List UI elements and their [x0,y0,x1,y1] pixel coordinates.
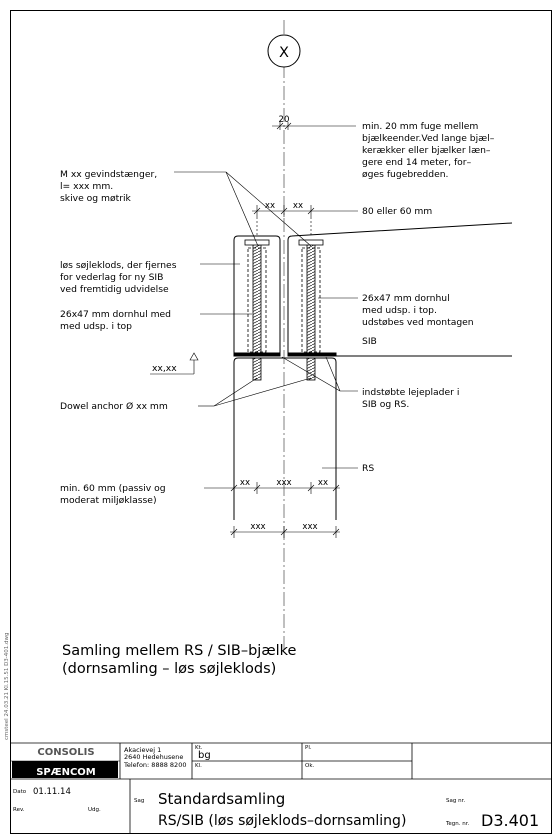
udg-label: Udg. [88,807,101,813]
dim-bottom-3: xx [317,478,329,488]
rs-column [234,358,336,520]
leader-threaded-rods [174,172,311,246]
svg-text:SIB og RS.: SIB og RS. [362,399,410,410]
dim-base-row [230,526,340,538]
date-label: Dato [13,789,27,795]
svg-text:med udsp. i top.: med udsp. i top. [362,305,437,316]
axis-label: X [279,45,289,61]
svg-text:2640 Hedehusene: 2640 Hedehusene [124,753,184,761]
sag-label: Sag [134,798,145,804]
note-hole-left [60,309,171,332]
svg-text:Telefon: 8888 8200: Telefon: 8888 8200 [124,761,187,769]
svg-text:gere end 14 meter, for–: gere end 14 meter, for– [362,157,472,168]
axis-marker [268,35,300,67]
svg-text:M xx gevindstænger,: M xx gevindstænger, [60,169,158,180]
kl-label: Kl. [195,763,202,769]
dim-joint-label: 20 [278,115,290,125]
label-rs: RS [362,463,375,474]
sag-nr-label: Sag nr. [446,798,466,804]
svg-text:ved fremtidig udvidelse: ved fremtidig udvidelse [60,284,169,295]
dowel-left [253,358,261,380]
dim-xx-right: xx [292,201,304,211]
kt-value: bg [198,750,211,761]
note-width: 80 eller 60 mm [362,206,433,217]
tegn-label: Tegn. nr. [446,821,470,827]
sag-value: Standardsamling [158,790,286,808]
svg-text:min. 60 mm (passiv og: min. 60 mm (passiv og [60,483,166,494]
dim-bottom-2: xxx [276,478,292,488]
tegn-value: D3.401 [481,811,540,830]
dim-bottom-1: xx [239,478,251,488]
date-value: 01.11.14 [33,787,71,797]
svg-text:øges fugebredden.: øges fugebredden. [362,169,449,180]
svg-text:moderat miljøklasse): moderat miljøklasse) [60,495,157,506]
svg-text:26x47 mm dornhul med: 26x47 mm dornhul med [60,309,172,320]
note-threaded-rods [60,169,157,204]
svg-text:Samling mellem RS / SIB–bjælke: Samling mellem RS / SIB–bjælke [62,643,297,659]
svg-text:skive og møtrik: skive og møtrik [60,193,131,204]
svg-text:indstøbte lejeplader i: indstøbte lejeplader i [362,387,460,398]
dim-base-1: xxx [250,522,266,532]
svg-text:l= xxx mm.: l= xxx mm. [60,181,114,192]
company-address [123,746,186,769]
note-dowel: Dowel anchor Ø xx mm [60,401,168,412]
note-hole-right [362,293,474,328]
note-joint-gap [362,121,495,180]
drawing-title [62,643,296,677]
side-stamp: cmsteel 24.03.21 Kl.15.51 D3-401.dwg [4,632,10,740]
svg-text:kerækker eller bjælker læn–: kerækker eller bjælker læn– [362,145,491,156]
dim-base-2: xxx [302,522,318,532]
svg-text:bjælkeender.Ved lange bjæl–: bjælkeender.Ved lange bjæl– [362,133,495,144]
svg-text:for vederlag for ny SIB: for vederlag for ny SIB [60,272,164,283]
company-top: CONSOLIS [37,747,95,758]
company-bottom: SPÆNCOM [36,767,96,778]
note-loose-block [60,260,177,295]
svg-text:løs søjleklods, der fjernes: løs søjleklods, der fjernes [60,260,177,271]
level-label: xx,xx [152,363,177,374]
dowel-right [307,358,315,380]
leader-bearing-plates [282,357,358,391]
kt-label: Kt. [195,745,203,751]
ok-label: Ok. [305,763,315,769]
note-bearing-plates [362,387,459,410]
pl-label: Pl. [305,745,312,751]
svg-text:min. 20 mm fuge mellem: min. 20 mm fuge mellem [362,121,479,132]
drawing-subtitle: RS/SIB (løs søjleklods–dornsamling) [158,813,407,829]
dim-xx-left: xx [264,201,276,211]
svg-text:Akacievej 1: Akacievej 1 [124,746,162,754]
note-min-edge [60,483,166,506]
leader-dowel [198,378,311,406]
rev-label: Rev. [13,807,25,813]
svg-text:(dornsamling – løs søjleklods): (dornsamling – løs søjleklods) [62,661,277,677]
svg-text:med udsp. i top: med udsp. i top [60,321,132,332]
svg-text:udstøbes ved montagen: udstøbes ved montagen [362,317,474,328]
label-sib: SIB [362,336,377,347]
svg-text:26x47 mm dornhul: 26x47 mm dornhul [362,293,450,304]
